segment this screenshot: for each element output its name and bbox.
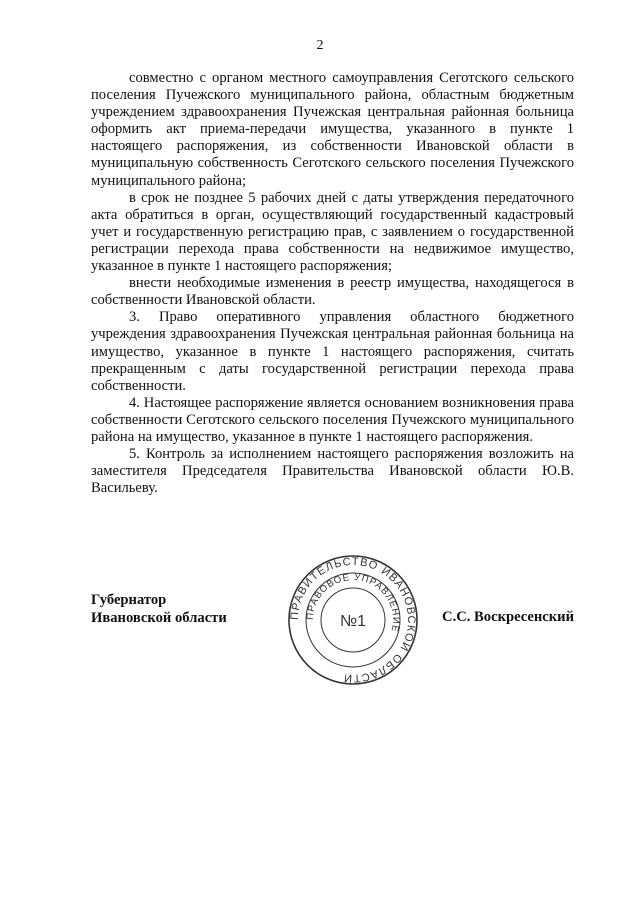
paragraph-1: совместно с органом местного самоуправления Сеготского сельского поселения Пучежского муниципального района, областным бюджетным учреждением здравоохранения Пучежская центральная районная больница оформить акт приема-передачи имущества, указанного в пункте 1 настоящего распоряжения, из собственности Ивановской области в муниципальную собственность Сеготского сельского поселения Пучежского муниципального района; — [91, 70, 574, 189]
paragraph-2: в срок не позднее 5 рабочих дней с даты утверждения передаточного акта обратиться в орган, осуществляющий государственный кадастровый учет и государственную регистрацию прав, с заявлением о государственной регистрации перехода права собственности на недвижимое имущество, указанное в пункте 1 настоящего распоряжения; — [91, 189, 574, 275]
document-body — [91, 70, 574, 497]
signer-name: С.С. Воскресенский — [442, 609, 574, 625]
signer-title-line-2: Ивановской области — [91, 609, 227, 626]
signer-title — [91, 592, 291, 627]
page-number: 2 — [316, 38, 324, 53]
signer-title-line-1: Губернатор — [91, 592, 167, 608]
official-seal-stamp — [286, 553, 420, 687]
seal-outer-text: ПРАВИТЕЛЬСТВО ИВАНОВСКОЙ ОБЛАСТИ — [288, 555, 418, 685]
paragraph-item-4: 4. Настоящее распоряжение является основанием возникновения права собственности Сеготского сельского поселения Пучежского муниципального района на имущество, указанное в пункте 1 настоящего распоряжения. — [91, 394, 574, 445]
seal-inner-text: ПРАВОВОЕ УПРАВЛЕНИЕ — [304, 571, 402, 634]
paragraph-item-3: 3. Право оперативного управления областного бюджетного учреждения здравоохранения Пучежская центральная районная больница на имущество, указанное в пункте 1 настоящего распоряжения, считать прекращенным с даты государственной регистрации перехода права собственности. — [91, 309, 574, 394]
paragraph-item-5: 5. Контроль за исполнением настоящего распоряжения возложить на заместителя Председателя Правительства Ивановской области Ю.В. Васильеву. — [91, 446, 574, 497]
seal-center-text: №1 — [339, 613, 367, 630]
paragraph-3: внести необходимые изменения в реестр имущества, находящегося в собственности Ивановской области. — [91, 275, 574, 309]
